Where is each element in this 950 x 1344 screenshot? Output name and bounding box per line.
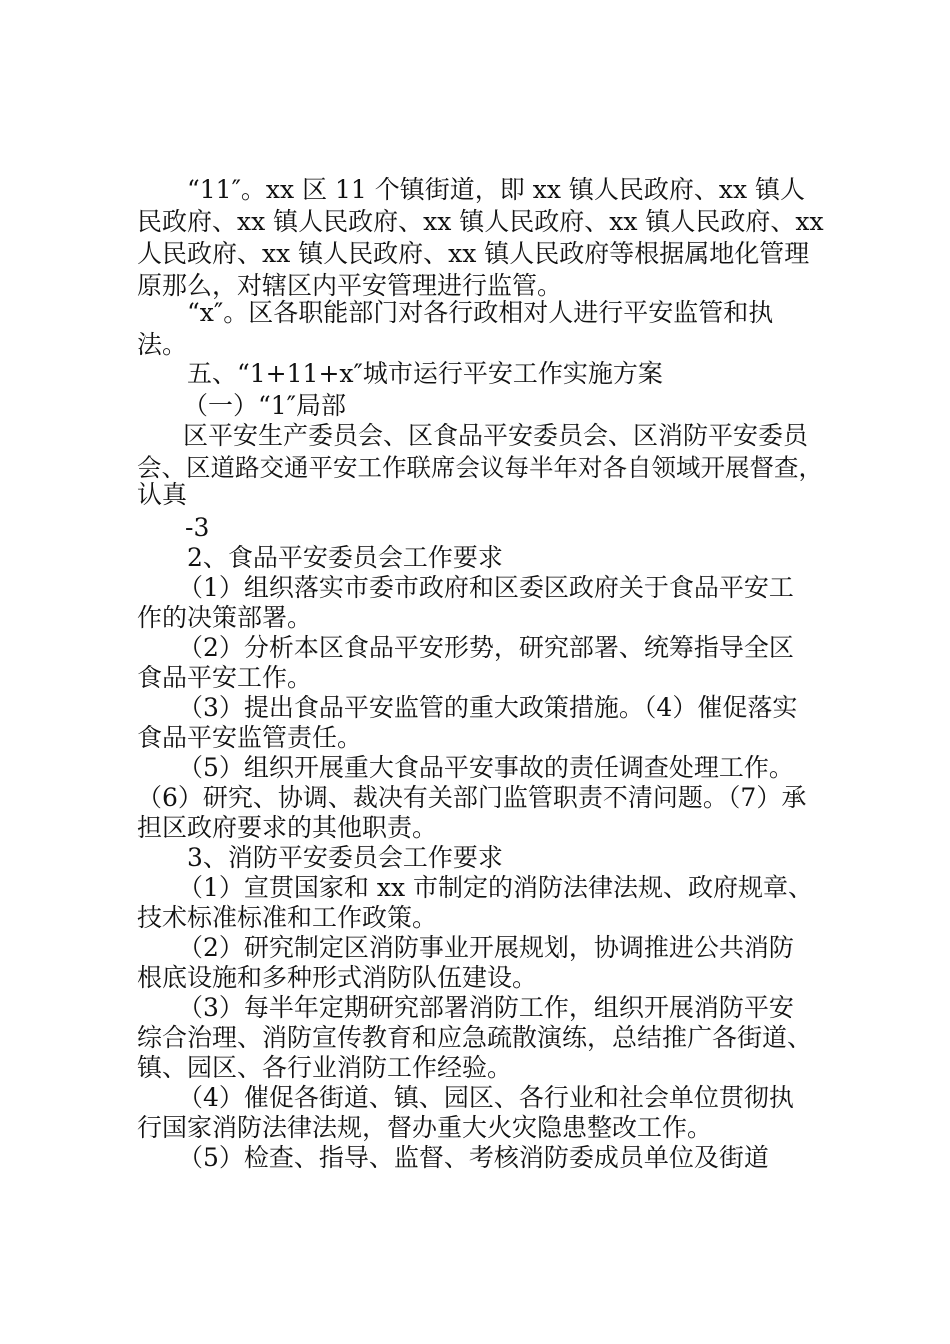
- text-line: 食品平安工作。: [137, 663, 313, 692]
- text-line: 民政府、xx 镇人民政府、xx 镇人民政府、xx 镇人民政府、xx: [137, 207, 824, 236]
- text-line: 综合治理、消防宣传教育和应急疏散演练，总结推广各街道、: [137, 1023, 813, 1052]
- text-line: （2）分析本区食品平安形势，研究部署、统筹指导全区: [178, 633, 794, 662]
- page-number: -3: [185, 513, 210, 542]
- text-line: （3）提出食品平安监管的重大政策措施。（4）催促落实: [178, 693, 798, 722]
- text-line: 作的决策部署。: [137, 603, 313, 632]
- text-line: （1）宣贯国家和 xx 市制定的消防法律法规、政府规章、: [178, 873, 813, 902]
- subsection-heading: （一）“1″局部: [183, 391, 347, 420]
- text-line: “x″。区各职能部门对各行政相对人进行平安监管和执: [187, 298, 774, 327]
- text-line: （5）检查、指导、监督、考核消防委成员单位及街道: [178, 1143, 769, 1172]
- text-line: 技术标准标准和工作政策。: [137, 903, 438, 932]
- text-line: 原那么，对辖区内平安管理进行监管。: [137, 271, 563, 300]
- text-line: （5）组织开展重大食品平安事故的责任调查处理工作。: [178, 753, 794, 782]
- text-line: （1）组织落实市委市政府和区委区政府关于食品平安工: [178, 573, 794, 602]
- subsection-heading: 3、消防平安委员会工作要求: [187, 843, 503, 872]
- subsection-heading: 2、食品平安委员会工作要求: [187, 543, 503, 572]
- text-line: “11″。xx 区 11 个镇街道，即 xx 镇人民政府、xx 镇人: [187, 175, 806, 204]
- text-line: 镇、园区、各行业消防工作经验。: [137, 1053, 513, 1082]
- text-line: （3）每半年定期研究部署消防工作，组织开展消防平安: [178, 993, 794, 1022]
- text-line: 行国家消防法律法规，督办重大火灾隐患整改工作。: [137, 1113, 713, 1142]
- text-line: 食品平安监管责任。: [137, 723, 363, 752]
- section-heading: 五、“1+11+x″城市运行平安工作实施方案: [187, 359, 663, 388]
- text-line: 人民政府、xx 镇人民政府、xx 镇人民政府等根据属地化管理: [137, 239, 810, 268]
- text-line: 法。: [137, 330, 188, 359]
- text-line: 认真: [137, 480, 188, 509]
- text-line: （4）催促各街道、镇、园区、各行业和社会单位贯彻执: [178, 1083, 794, 1112]
- text-line: 根底设施和多种形式消防队伍建设。: [137, 963, 538, 992]
- text-line: 会、区道路交通平安工作联席会议每半年对各自领域开展督查，: [137, 453, 823, 482]
- text-line: 担区政府要求的其他职责。: [137, 813, 438, 842]
- text-line: 区平安生产委员会、区食品平安委员会、区消防平安委员: [183, 421, 809, 450]
- text-line: （6）研究、协调、裁决有关部门监管职责不清问题。（7）承: [137, 783, 807, 812]
- text-line: （2）研究制定区消防事业开展规划，协调推进公共消防: [178, 933, 794, 962]
